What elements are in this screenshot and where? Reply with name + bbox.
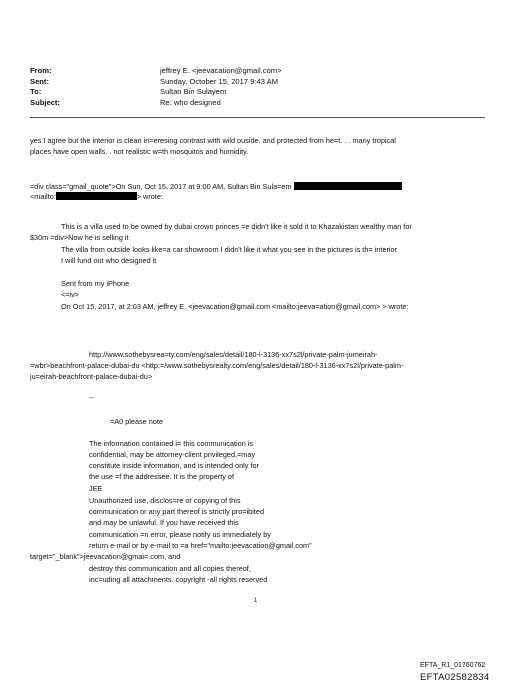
body-line: yes I agree but the interior is clean in=eresing contrast with wild ouside. and protected from he=t. . . many tropical bbox=[30, 136, 396, 145]
subject-value: Re: who designed bbox=[160, 97, 221, 107]
url-line: ju=eirah-beachfront-palace-dubai-du> bbox=[30, 372, 153, 381]
quote-line: On Oct 15, 2017, at 2:03 AM, jeffrey E. <jeevacation@gmail.com <mailto:jeeva=ation@gmail.com> > wrote: bbox=[61, 302, 409, 311]
page-number: 1 bbox=[254, 598, 258, 604]
quote-text: <mailto: bbox=[30, 192, 56, 201]
disclaimer-line: inc=uding all attachments. copyright -all rights reserved bbox=[89, 575, 268, 584]
from-label: From: bbox=[30, 66, 52, 75]
to-label: To: bbox=[30, 87, 42, 96]
disclaimer-line: target="_blank">jeevacation@gmai=.com, and bbox=[30, 552, 181, 561]
disclaimer-line: destroy this communication and all copies thereof, bbox=[89, 564, 251, 573]
quote-line: Sent from my iPhone bbox=[61, 279, 130, 288]
disclaimer-line: The information contained i= this communication is bbox=[89, 439, 254, 448]
disclaimer-line: the use =f the addressee. It is the property of bbox=[89, 472, 235, 481]
bates-number-small: EFTA_R1_01760762 bbox=[420, 662, 486, 669]
quote-line bbox=[30, 182, 402, 192]
header-divider bbox=[30, 117, 485, 118]
disclaimer-line: communication =n error, please notify us immediately by bbox=[89, 530, 271, 539]
from-value: jeffrey E. <jeevacation@gmail.com> bbox=[160, 66, 282, 75]
redaction-bar bbox=[294, 182, 402, 190]
quote-line: $30m =div>Now he is selling it bbox=[30, 233, 129, 242]
subject-label: Subject: bbox=[30, 97, 60, 107]
to-value: Sultan Bin Sulayem bbox=[160, 87, 227, 96]
please-note: =A0 please note bbox=[110, 417, 163, 426]
sent-row bbox=[30, 77, 282, 88]
sent-label: Sent: bbox=[30, 76, 49, 86]
from-row bbox=[30, 66, 282, 77]
quote-line: I will fund out who designed it bbox=[61, 256, 157, 265]
subject-row bbox=[30, 98, 282, 109]
disclaimer-line: Unauthorized use, disclos=re or copying of this bbox=[89, 496, 241, 505]
quote-text: > wrote: bbox=[136, 192, 163, 201]
url-line: http://www.sothebysrea=ty.com/eng/sales/detail/180-l-3136-xx7s2l/private-palm-jumeirah- bbox=[89, 350, 378, 359]
separator-dashes: -- bbox=[89, 393, 94, 402]
quote-line: <=iv> bbox=[61, 290, 80, 299]
email-header bbox=[30, 66, 282, 108]
disclaimer-line: and may be unlawful. If you have received this bbox=[89, 518, 239, 527]
quote-line: This is a villa used to be owned by dubai crown princes =e didn't like it sold it to Khazakistan wealthy man for bbox=[61, 222, 412, 231]
to-row bbox=[30, 87, 282, 98]
disclaimer-line: confidential, may be attorney-client privileged,=may bbox=[89, 450, 256, 459]
disclaimer-line: communication or any part thereof is strictly pro=ibited bbox=[89, 507, 265, 516]
sent-value: Sunday, October 15, 2017 9:43 AM bbox=[160, 76, 279, 86]
disclaimer-line: constitute inside information, and is intended only for bbox=[89, 461, 259, 470]
disclaimer-line: return e-mail or by e-mail to =a href="mailto:jeevacation@gmail.com" bbox=[89, 541, 312, 550]
disclaimer-line: JEE bbox=[89, 484, 103, 493]
bates-number-large: EFTA02582834 bbox=[420, 672, 490, 683]
redaction-bar bbox=[56, 192, 137, 200]
quote-line bbox=[30, 192, 163, 202]
body-line: places have open walls. . not realistic w=th mosquitos and humidity. bbox=[30, 147, 249, 156]
url-line: =wbr>beachfront-palace-dubai-du <http:=/www.sothebysrealty.com/eng/sales/detail/180-l-3136-xx7s2l/private-palm- bbox=[30, 361, 404, 370]
quote-text: =div class="gmail_quote">On Sun, Oct 15, 2017 at 9:00 AM, Sultan Bin Sula=em bbox=[30, 182, 292, 191]
quote-line: The villa from outside looks like=a car showroom I didn't like it what you see in the pictures is th= interior bbox=[61, 245, 397, 254]
